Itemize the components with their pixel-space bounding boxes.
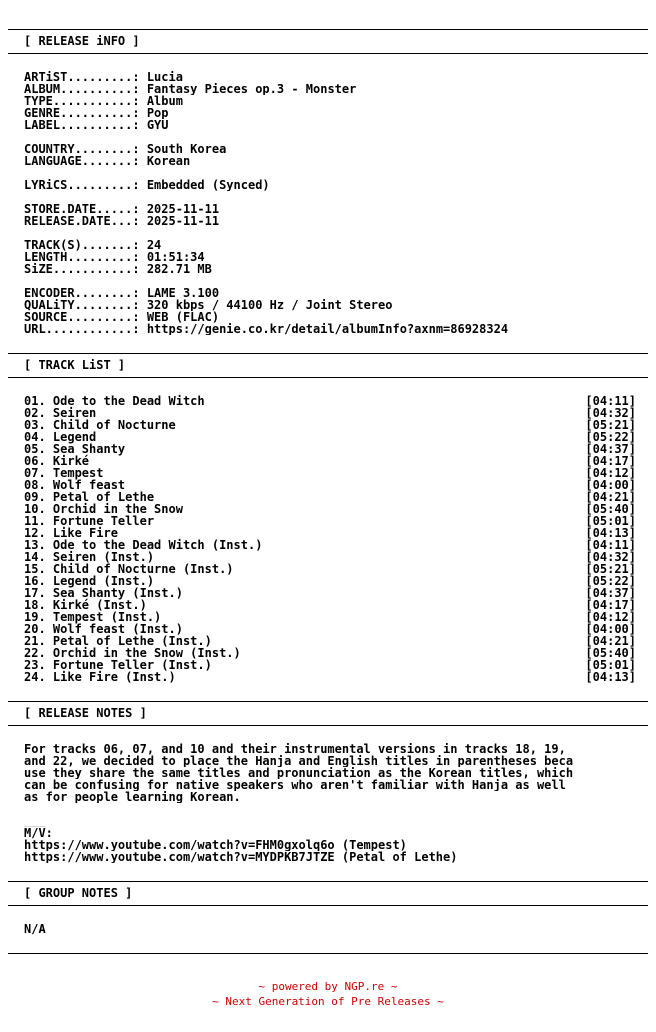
divider bbox=[8, 905, 648, 906]
section-heading-release-notes: [ RELEASE NOTES ] bbox=[24, 707, 147, 719]
notes-line: as for people learning Korean. bbox=[24, 791, 241, 803]
track-duration: [04:32] bbox=[585, 550, 636, 564]
track-row bbox=[24, 671, 636, 683]
track-title: 23. Fortune Teller (Inst.) bbox=[24, 658, 212, 672]
track-title: 11. Fortune Teller bbox=[24, 514, 155, 528]
mv-link[interactable]: https://www.youtube.com/watch?v=FHM0gxolq6o (Tempest) bbox=[24, 839, 407, 851]
track-duration: [05:22] bbox=[585, 574, 636, 588]
notes-line: use they share the same titles and pronunciation as the Korean titles, which bbox=[24, 767, 574, 779]
track-duration: [04:37] bbox=[585, 586, 636, 600]
track-title: 24. Like Fire (Inst.) bbox=[24, 670, 176, 684]
track-duration: [05:40] bbox=[585, 502, 636, 516]
track-duration: [04:17] bbox=[585, 454, 636, 468]
info-language: LANGUAGE.......: Korean bbox=[24, 155, 191, 167]
info-album: ALBUM..........: Fantasy Pieces op.3 - Monster bbox=[24, 83, 357, 95]
track-title: 07. Tempest bbox=[24, 466, 104, 480]
section-heading-group-notes: [ GROUP NOTES ] bbox=[24, 887, 133, 899]
info-length: LENGTH.........: 01:51:34 bbox=[24, 251, 205, 263]
info-source: SOURCE.........: WEB (FLAC) bbox=[24, 311, 220, 323]
notes-line: can be confusing for native speakers who aren't familiar with Hanja as well bbox=[24, 779, 566, 791]
info-genre: GENRE..........: Pop bbox=[24, 107, 169, 119]
footer-tagline: ~ Next Generation of Pre Releases ~ bbox=[212, 995, 444, 1008]
track-duration: [05:21] bbox=[585, 562, 636, 576]
track-title: 05. Sea Shanty bbox=[24, 442, 126, 456]
info-url: URL............: https://genie.co.kr/detail/albumInfo?axnm=86928324 bbox=[24, 323, 509, 335]
info-encoder: ENCODER........: LAME 3.100 bbox=[24, 287, 220, 299]
track-title: 12. Like Fire bbox=[24, 526, 118, 540]
track-row bbox=[24, 395, 636, 407]
track-duration: [04:12] bbox=[585, 610, 636, 624]
track-title: 03. Child of Nocturne bbox=[24, 418, 176, 432]
track-row bbox=[24, 443, 636, 455]
track-row bbox=[24, 455, 636, 467]
track-duration: [04:00] bbox=[585, 622, 636, 636]
track-title: 04. Legend bbox=[24, 430, 97, 444]
track-duration: [04:12] bbox=[585, 466, 636, 480]
track-duration: [04:37] bbox=[585, 442, 636, 456]
track-title: 18. Kirké (Inst.) bbox=[24, 598, 147, 612]
divider bbox=[8, 725, 648, 726]
track-title: 15. Child of Nocturne (Inst.) bbox=[24, 562, 234, 576]
track-duration: [05:21] bbox=[585, 418, 636, 432]
track-title: 06. Kirké bbox=[24, 454, 90, 468]
info-tracks: TRACK(S).......: 24 bbox=[24, 239, 162, 251]
track-duration: [05:01] bbox=[585, 514, 636, 528]
track-duration: [04:00] bbox=[585, 478, 636, 492]
divider bbox=[8, 29, 648, 30]
track-title: 19. Tempest (Inst.) bbox=[24, 610, 162, 624]
track-duration: [04:17] bbox=[585, 598, 636, 612]
track-duration: [04:13] bbox=[585, 526, 636, 540]
divider bbox=[8, 881, 648, 882]
track-duration: [04:32] bbox=[585, 406, 636, 420]
info-release-date: RELEASE.DATE...: 2025-11-11 bbox=[24, 215, 220, 227]
track-duration: [04:21] bbox=[585, 634, 636, 648]
track-title: 09. Petal of Lethe bbox=[24, 490, 155, 504]
track-title: 17. Sea Shanty (Inst.) bbox=[24, 586, 183, 600]
track-title: 20. Wolf feast (Inst.) bbox=[24, 622, 183, 636]
track-title: 14. Seiren (Inst.) bbox=[24, 550, 155, 564]
mv-link[interactable]: https://www.youtube.com/watch?v=MYDPKB7JTZE (Petal of Lethe) bbox=[24, 851, 458, 863]
track-duration: [04:21] bbox=[585, 490, 636, 504]
divider bbox=[8, 53, 648, 54]
track-duration: [05:40] bbox=[585, 646, 636, 660]
info-artist: ARTiST.........: Lucia bbox=[24, 71, 183, 83]
track-title: 01. Ode to the Dead Witch bbox=[24, 394, 205, 408]
notes-separator: ___ bbox=[24, 815, 46, 827]
info-type: TYPE...........: Album bbox=[24, 95, 183, 107]
divider bbox=[8, 953, 648, 954]
track-title: 16. Legend (Inst.) bbox=[24, 574, 155, 588]
track-duration: [05:01] bbox=[585, 658, 636, 672]
track-row bbox=[24, 419, 636, 431]
track-title: 13. Ode to the Dead Witch (Inst.) bbox=[24, 538, 263, 552]
mv-label: M/V: bbox=[24, 827, 53, 839]
info-country: COUNTRY........: South Korea bbox=[24, 143, 227, 155]
info-size: SiZE...........: 282.71 MB bbox=[24, 263, 212, 275]
release-info-block bbox=[24, 71, 636, 335]
group-notes-text: N/A bbox=[24, 923, 46, 935]
track-title: 10. Orchid in the Snow bbox=[24, 502, 183, 516]
divider bbox=[8, 377, 648, 378]
track-title: 02. Seiren bbox=[24, 406, 97, 420]
notes-line: and 22, we decided to place the Hanja and English titles in parentheses beca bbox=[24, 755, 574, 767]
track-title: 22. Orchid in the Snow (Inst.) bbox=[24, 646, 241, 660]
track-duration: [04:11] bbox=[585, 538, 636, 552]
release-notes-block bbox=[24, 743, 636, 863]
track-title: 08. Wolf feast bbox=[24, 478, 126, 492]
info-label: LABEL..........: GYU bbox=[24, 119, 169, 131]
footer-powered-by[interactable]: ~ powered by NGP.re ~ bbox=[258, 980, 398, 993]
track-title: 21. Petal of Lethe (Inst.) bbox=[24, 634, 212, 648]
divider bbox=[8, 701, 648, 702]
info-quality: QUALiTY........: 320 kbps / 44100 Hz / Joint Stereo bbox=[24, 299, 393, 311]
section-heading-release-info: [ RELEASE iNFO ] bbox=[24, 35, 140, 47]
track-duration: [04:11] bbox=[585, 394, 636, 408]
info-store-date: STORE.DATE.....: 2025-11-11 bbox=[24, 203, 220, 215]
track-duration: [05:22] bbox=[585, 430, 636, 444]
track-list bbox=[24, 395, 636, 683]
track-duration: [04:13] bbox=[585, 670, 636, 684]
info-lyrics: LYRiCS.........: Embedded (Synced) bbox=[24, 179, 270, 191]
divider bbox=[8, 353, 648, 354]
section-heading-track-list: [ TRACK LiST ] bbox=[24, 359, 126, 371]
notes-line: For tracks 06, 07, and 10 and their instrumental versions in tracks 18, 19, bbox=[24, 743, 566, 755]
